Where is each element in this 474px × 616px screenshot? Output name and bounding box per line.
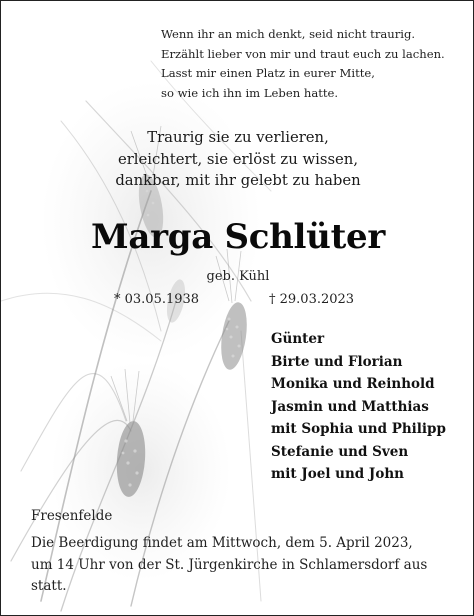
funeral-details (31, 533, 461, 598)
funeral-line: statt. (31, 578, 67, 594)
sentiment-line: erleichtert, sie erlöst zu wissen, (117, 150, 359, 168)
sentiment-verse (1, 127, 474, 192)
poem-line: Wenn ihr an mich denkt, seid nicht traurig. (161, 27, 416, 41)
mourner-entry: Jasmin und Matthias (271, 398, 429, 415)
sentiment-line: dankbar, mit ihr gelebt zu haben (115, 172, 361, 189)
birth-date: * 03.05.1938 (114, 292, 200, 307)
deceased-name: Marga Schlüter (91, 217, 385, 257)
poem-line: Lasst mir einen Platz in eurer Mitte, (161, 66, 375, 80)
mourner-entry: mit Sophia und Philipp (271, 421, 446, 437)
mourner-entry: Stefanie und Sven (271, 443, 409, 460)
birth-name: geb. Kühl (206, 269, 270, 284)
poem-line: Erzählt lieber von mir und traut euch zu lachen. (161, 46, 445, 61)
funeral-line: Die Beerdigung findet am Mittwoch, dem 5. April 2023, (31, 535, 413, 551)
mourner-entry: mit Joel und John (271, 466, 404, 482)
mourner-entry: Birte und Florian (271, 353, 403, 370)
mourner-entry: Günter (271, 331, 325, 347)
sentiment-line: Traurig sie zu verlieren, (147, 129, 329, 146)
place-name: Fresenfelde (31, 508, 113, 524)
poem-line: so wie ich ihn im Leben hatte. (161, 85, 339, 100)
mourners-list (271, 328, 446, 486)
poem (161, 25, 461, 103)
funeral-line: um 14 Uhr von der St. Jürgenkirche in Schlamersdorf aus (31, 556, 428, 573)
mourner-entry: Monika und Reinhold (271, 376, 435, 392)
death-date: † 29.03.2023 (269, 292, 355, 307)
